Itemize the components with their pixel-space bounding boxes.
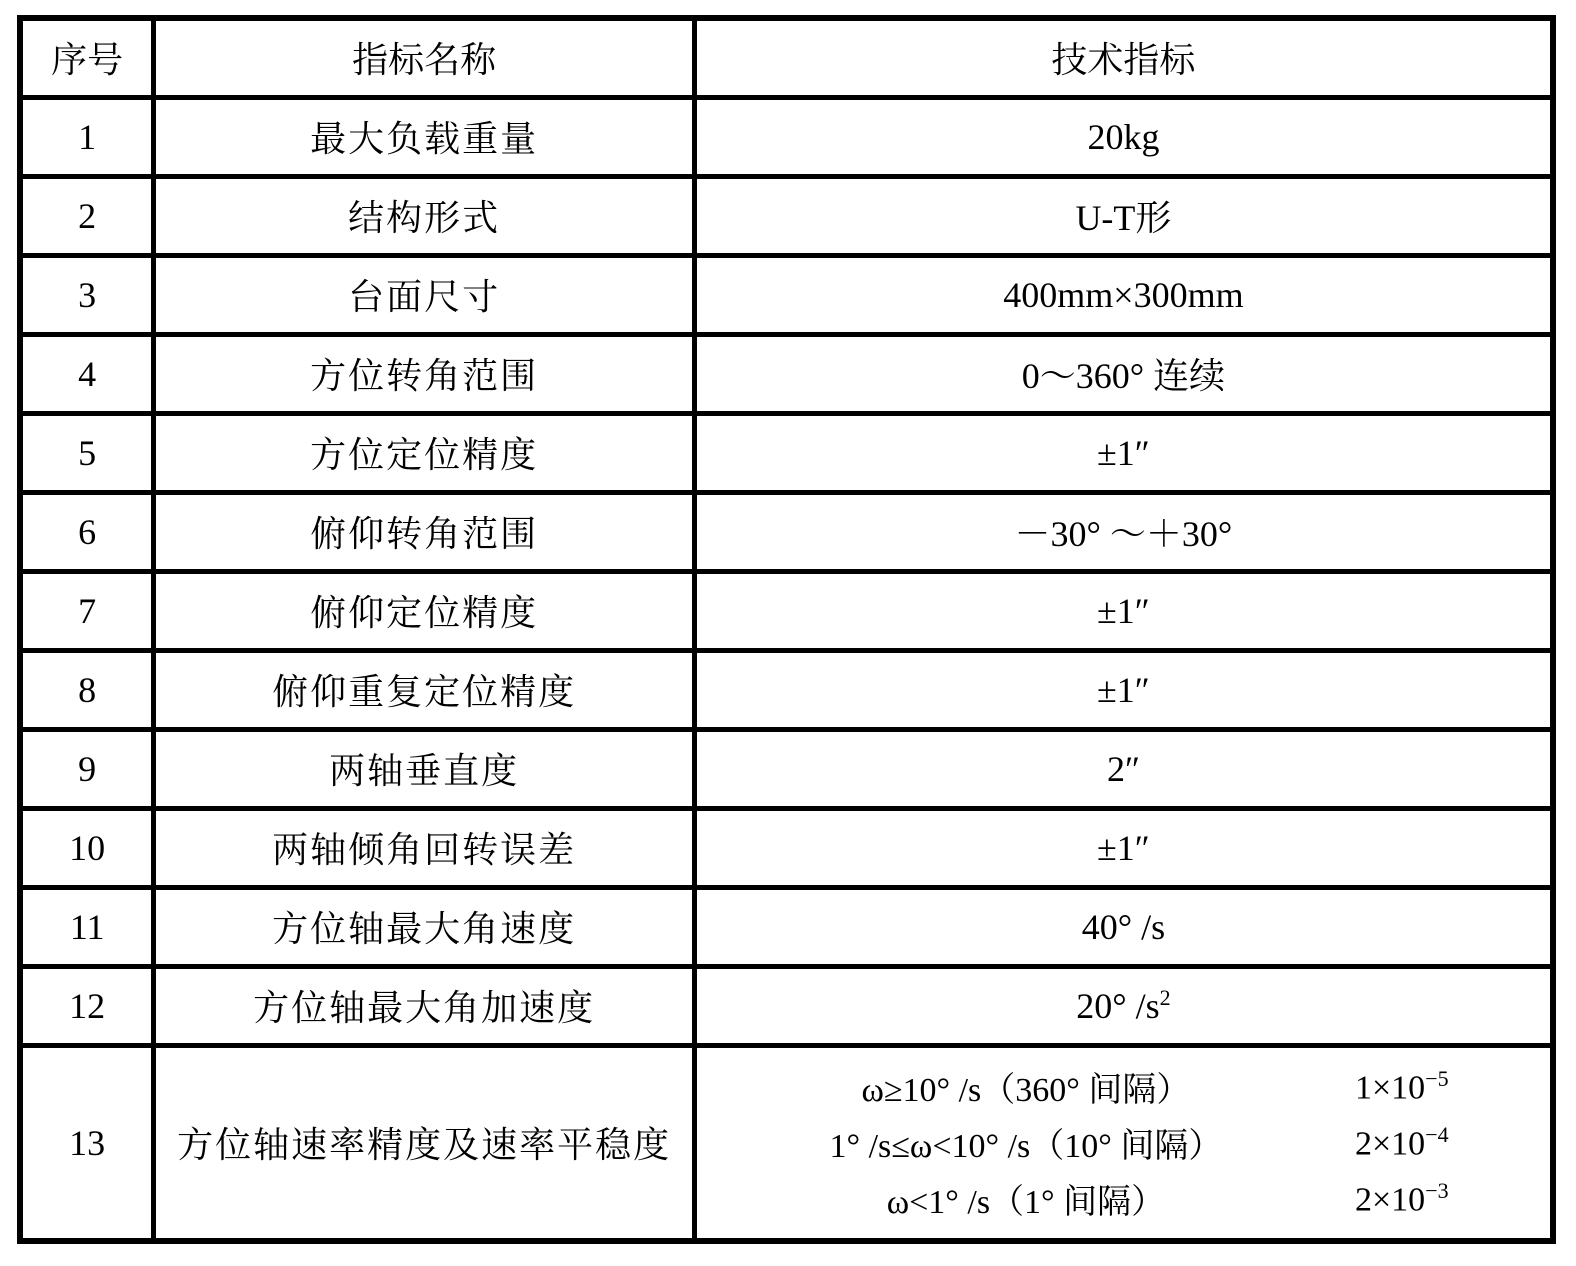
table-row bbox=[20, 650, 1553, 729]
cell-name: 台面尺寸 bbox=[154, 255, 695, 334]
cell-no: 4 bbox=[20, 334, 154, 413]
cell-name: 方位轴最大角加速度 bbox=[154, 966, 695, 1045]
table-row bbox=[20, 334, 1553, 413]
cell-no: 8 bbox=[20, 650, 154, 729]
table-row bbox=[20, 887, 1553, 966]
value-superscript: 2 bbox=[1159, 984, 1171, 1010]
cell-value: 2″ bbox=[694, 729, 1553, 808]
cell-no: 6 bbox=[20, 492, 154, 571]
condition-text: ω<1° /s（1° 间隔） bbox=[886, 1184, 1166, 1222]
cell-value: ±1″ bbox=[694, 413, 1553, 492]
header-value: 技术指标 bbox=[694, 18, 1553, 97]
cell-name: 俯仰定位精度 bbox=[154, 571, 695, 650]
value-superscript: −5 bbox=[1425, 1066, 1449, 1092]
table-row bbox=[20, 1045, 1553, 1241]
cell-value: 0～360° 连续 bbox=[694, 334, 1553, 413]
cell-no: 2 bbox=[20, 176, 154, 255]
table-row bbox=[20, 255, 1553, 334]
cell-value: ±1″ bbox=[694, 808, 1553, 887]
cell-name: 结构形式 bbox=[154, 176, 695, 255]
cell-no: 12 bbox=[20, 966, 154, 1045]
value-base: 1×10 bbox=[1355, 1069, 1426, 1107]
table-row bbox=[20, 808, 1553, 887]
cell-value: U-T形 bbox=[694, 176, 1553, 255]
spec-table bbox=[17, 15, 1556, 1244]
value-base: 2×10 bbox=[1355, 1125, 1426, 1163]
header-no: 序号 bbox=[20, 18, 154, 97]
cell-value bbox=[694, 966, 1553, 1045]
header-row bbox=[20, 18, 1553, 97]
cell-name: 俯仰转角范围 bbox=[154, 492, 695, 571]
table-row bbox=[20, 97, 1553, 176]
condition-value bbox=[1355, 1122, 1550, 1163]
cell-no: 1 bbox=[20, 97, 154, 176]
condition-value bbox=[1355, 1066, 1550, 1107]
cell-value: ±1″ bbox=[694, 650, 1553, 729]
cell-no: 11 bbox=[20, 887, 154, 966]
value-base: 20° /s bbox=[1076, 985, 1160, 1026]
cell-no: 7 bbox=[20, 571, 154, 650]
cell-value: 40° /s bbox=[694, 887, 1553, 966]
cell-no: 5 bbox=[20, 413, 154, 492]
value-superscript: −4 bbox=[1425, 1122, 1449, 1148]
cell-value: 20kg bbox=[694, 97, 1553, 176]
cell-value: －30° ～＋30° bbox=[694, 492, 1553, 571]
table-row bbox=[20, 729, 1553, 808]
cell-name: 方位定位精度 bbox=[154, 413, 695, 492]
cell-no: 9 bbox=[20, 729, 154, 808]
cell-name: 方位轴最大角速度 bbox=[154, 887, 695, 966]
table-row bbox=[20, 966, 1553, 1045]
cell-name: 方位轴速率精度及速率平稳度 bbox=[154, 1045, 695, 1241]
cell-value bbox=[694, 1045, 1553, 1241]
speed-accuracy-lines bbox=[697, 1049, 1550, 1237]
condition-text: 1° /s≤ω<10° /s（10° 间隔） bbox=[829, 1128, 1223, 1166]
spec-line bbox=[697, 1171, 1550, 1227]
cell-name: 俯仰重复定位精度 bbox=[154, 650, 695, 729]
cell-no: 3 bbox=[20, 255, 154, 334]
cell-no: 13 bbox=[20, 1045, 154, 1241]
spec-line bbox=[697, 1059, 1550, 1115]
cell-name: 两轴倾角回转误差 bbox=[154, 808, 695, 887]
cell-name: 最大负载重量 bbox=[154, 97, 695, 176]
condition-value bbox=[1355, 1178, 1550, 1219]
header-name: 指标名称 bbox=[154, 18, 695, 97]
cell-value: 400mm×300mm bbox=[694, 255, 1553, 334]
cell-name: 两轴垂直度 bbox=[154, 729, 695, 808]
table-row bbox=[20, 176, 1553, 255]
cell-value: ±1″ bbox=[694, 571, 1553, 650]
table-row bbox=[20, 571, 1553, 650]
condition-text: ω≥10° /s（360° 间隔） bbox=[861, 1072, 1191, 1110]
spec-line bbox=[697, 1115, 1550, 1171]
cell-name: 方位转角范围 bbox=[154, 334, 695, 413]
table-row bbox=[20, 492, 1553, 571]
value-superscript: −3 bbox=[1425, 1178, 1449, 1204]
value-base: 2×10 bbox=[1355, 1181, 1426, 1219]
cell-no: 10 bbox=[20, 808, 154, 887]
table-row bbox=[20, 413, 1553, 492]
